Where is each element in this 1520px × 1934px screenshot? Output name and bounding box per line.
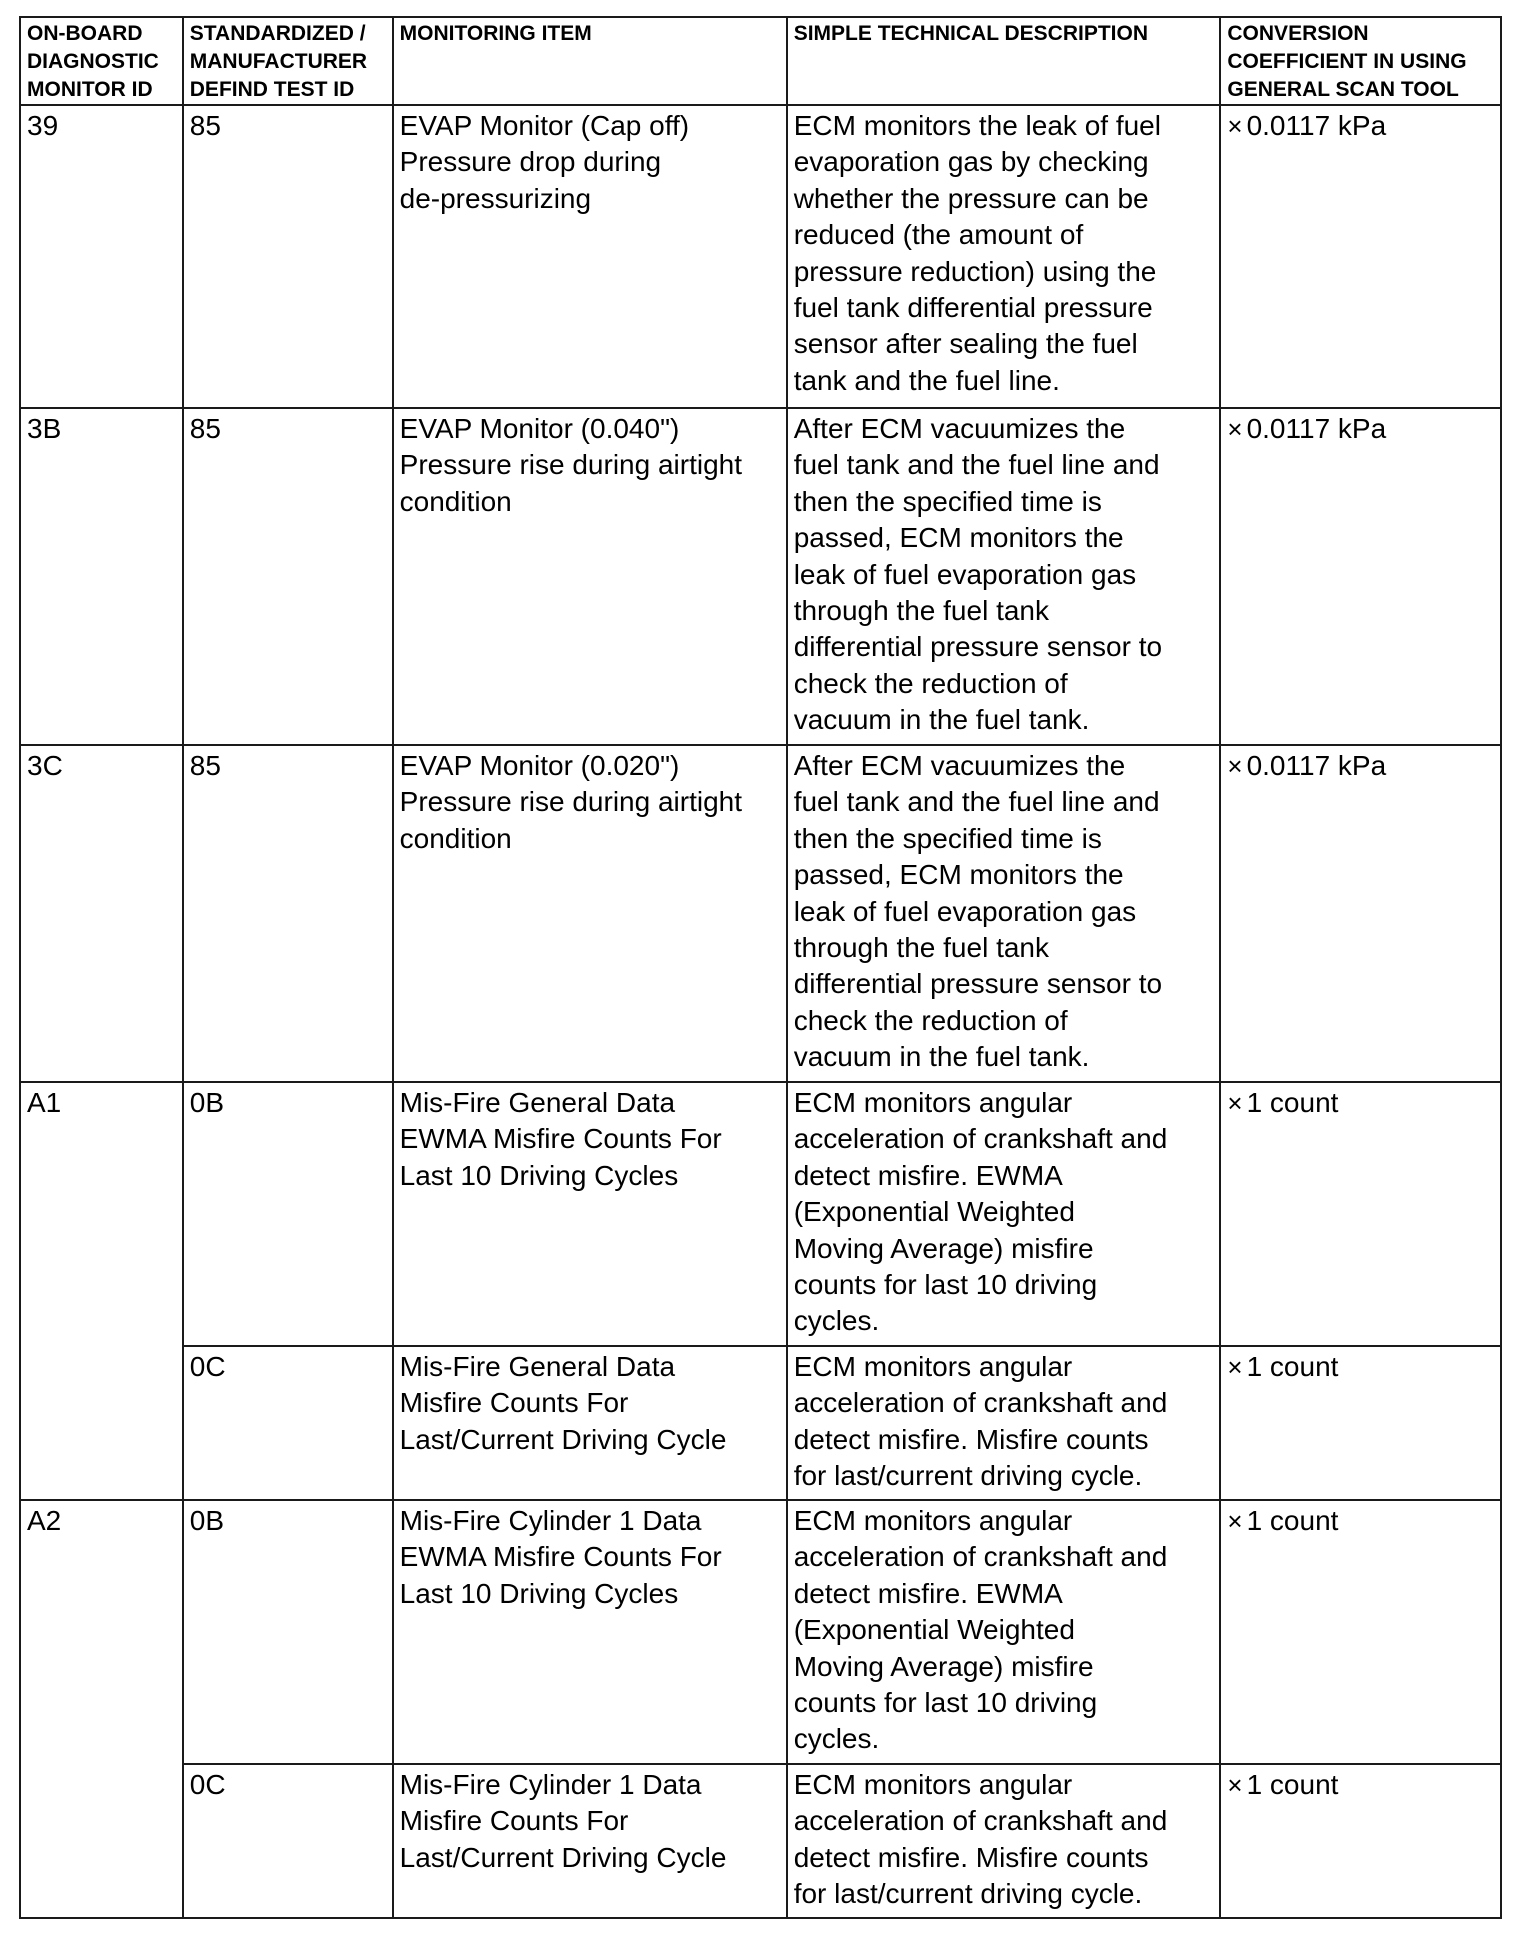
conversion-cell: × 0.0117 kPa <box>1220 105 1501 408</box>
multiply-sign: × <box>1227 1352 1243 1382</box>
test-id-cell: 0C <box>183 1764 393 1918</box>
test-id-cell: 85 <box>183 408 393 745</box>
monitor-id-cell: 3C <box>20 745 183 1082</box>
monitoring-item-cell: Mis-Fire General Data Misfire Counts For Last/Current Driving Cycle <box>393 1346 787 1500</box>
monitoring-item-cell: Mis-Fire Cylinder 1 Data Misfire Counts For Last/Current Driving Cycle <box>393 1764 787 1918</box>
header-description: SIMPLE TECHNICAL DESCRIPTION <box>787 17 1221 105</box>
table-row <box>20 745 1501 1082</box>
description-cell: ECM monitors angular acceleration of crankshaft and detect misfire. EWMA (Exponential Weighted Moving Average) misfire counts for last 10 driving cycles. <box>787 1500 1221 1764</box>
test-id-cell: 85 <box>183 745 393 1082</box>
multiply-sign: × <box>1227 414 1243 444</box>
description-cell: After ECM vacuumizes the fuel tank and the fuel line and then the specified time is passed, ECM monitors the leak of fuel evaporation gas through the fuel tank differential pressure sensor to check the reduction of vacuum in the fuel tank. <box>787 745 1221 1082</box>
header-monitor-id: ON-BOARD DIAGNOSTIC MONITOR ID <box>20 17 183 105</box>
monitoring-item-cell: Mis-Fire General Data EWMA Misfire Counts For Last 10 Driving Cycles <box>393 1082 787 1346</box>
monitoring-item-cell: EVAP Monitor (0.040") Pressure rise during airtight condition <box>393 408 787 745</box>
monitor-id-cell: A1 <box>20 1082 183 1500</box>
description-cell: ECM monitors angular acceleration of crankshaft and detect misfire. Misfire counts for last/current driving cycle. <box>787 1764 1221 1918</box>
monitor-id-cell: A2 <box>20 1500 183 1918</box>
table-row <box>20 105 1501 408</box>
table-row <box>20 1500 1501 1764</box>
multiply-sign: × <box>1227 1506 1243 1536</box>
table-row <box>20 1764 1501 1918</box>
table-row <box>20 408 1501 745</box>
conversion-cell: × 1 count <box>1220 1764 1501 1918</box>
header-test-id: STANDARDIZED / MANUFACTURER DEFIND TEST ID <box>183 17 393 105</box>
multiply-sign: × <box>1227 751 1243 781</box>
multiply-sign: × <box>1227 1770 1243 1800</box>
monitoring-item-cell: EVAP Monitor (0.020") Pressure rise during airtight condition <box>393 745 787 1082</box>
multiply-sign: × <box>1227 111 1243 141</box>
conversion-cell: × 0.0117 kPa <box>1220 745 1501 1082</box>
test-id-cell: 0B <box>183 1082 393 1346</box>
header-conversion: CONVERSION COEFFICIENT IN USING GENERAL SCAN TOOL <box>1220 17 1501 105</box>
test-id-cell: 0B <box>183 1500 393 1764</box>
conversion-cell: × 1 count <box>1220 1500 1501 1764</box>
obd-monitor-table <box>19 16 1502 1919</box>
table-row <box>20 1082 1501 1346</box>
header-monitoring-item: MONITORING ITEM <box>393 17 787 105</box>
monitoring-item-cell: EVAP Monitor (Cap off) Pressure drop during de-pressurizing <box>393 105 787 408</box>
test-id-cell: 85 <box>183 105 393 408</box>
test-id-cell: 0C <box>183 1346 393 1500</box>
table-row <box>20 1346 1501 1500</box>
table-header-row <box>20 17 1501 105</box>
monitoring-item-cell: Mis-Fire Cylinder 1 Data EWMA Misfire Counts For Last 10 Driving Cycles <box>393 1500 787 1764</box>
description-cell: ECM monitors angular acceleration of crankshaft and detect misfire. EWMA (Exponential Weighted Moving Average) misfire counts for last 10 driving cycles. <box>787 1082 1221 1346</box>
conversion-cell: × 1 count <box>1220 1082 1501 1346</box>
description-cell: ECM monitors angular acceleration of crankshaft and detect misfire. Misfire counts for last/current driving cycle. <box>787 1346 1221 1500</box>
monitor-id-cell: 39 <box>20 105 183 408</box>
multiply-sign: × <box>1227 1088 1243 1118</box>
description-cell: After ECM vacuumizes the fuel tank and the fuel line and then the specified time is passed, ECM monitors the leak of fuel evaporation gas through the fuel tank differential pressure sensor to check the reduction of vacuum in the fuel tank. <box>787 408 1221 745</box>
conversion-cell: × 0.0117 kPa <box>1220 408 1501 745</box>
monitor-id-cell: 3B <box>20 408 183 745</box>
description-cell: ECM monitors the leak of fuel evaporation gas by checking whether the pressure can be reduced (the amount of pressure reduction) using the fuel tank differential pressure sensor after sealing the fuel tank and the fuel line. <box>787 105 1221 408</box>
conversion-cell: × 1 count <box>1220 1346 1501 1500</box>
